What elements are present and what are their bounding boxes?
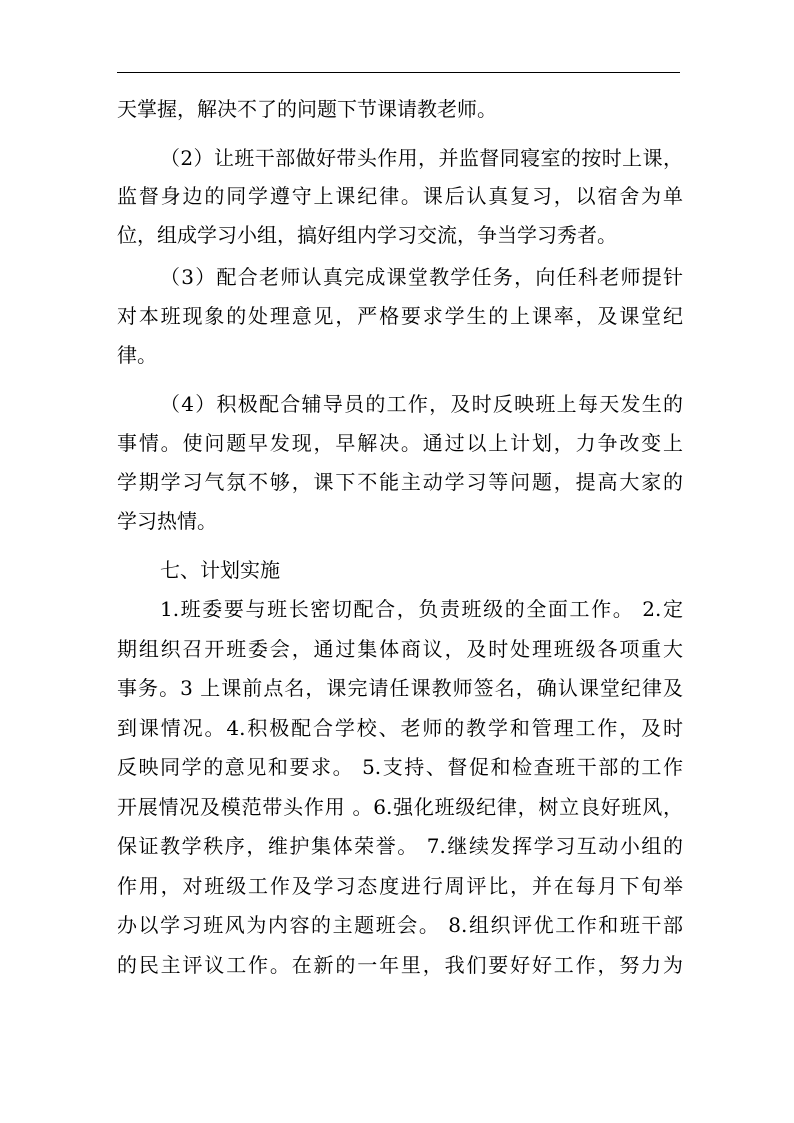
text-line: （4）积极配合辅导员的工作，及时反映班上每天发生的 (160, 392, 683, 416)
section-heading: 七、计划实施 (160, 558, 280, 582)
text-line: 作用，对班级工作及学习态度进行周评比，并在每月下旬举 (117, 874, 683, 898)
text-line: 反映同学的意见和要求。 5.支持、督促和检查班干部的工作 (117, 755, 683, 779)
text-line: 天掌握，解决不了的问题下节课请教老师。 (117, 97, 497, 121)
text-line: （3）配合老师认真完成课堂教学任务，向任科老师提针 (160, 265, 683, 289)
text-line: 事务。3 上课前点名，课完请任课教师签名，确认课堂纪律及 (117, 676, 683, 700)
text-line: 办以学习班风为内容的主题班会。 8.组织评优工作和班干部 (117, 913, 683, 937)
text-line: 开展情况及模范带头作用 。6.强化班级纪律，树立良好班风， (117, 795, 683, 819)
text-line: 学习热情。 (117, 509, 217, 533)
text-line: 期组织召开班委会，通过集体商议，及时处理班级各项重大 (117, 637, 683, 661)
text-line: 到课情况。4.积极配合学校、老师的教学和管理工作，及时 (117, 716, 683, 740)
text-line: 律。 (117, 343, 157, 367)
text-line: （2）让班干部做好带头作用，并监督同寝室的按时上课， (160, 146, 683, 170)
text-line: 学期学习气氛不够，课下不能主动学习等问题，提高大家的 (117, 470, 683, 494)
text-line: 位，组成学习小组，搞好组内学习交流，争当学习秀者。 (117, 223, 617, 247)
text-line: 对本班现象的处理意见，严格要求学生的上课率，及课堂纪 (117, 304, 683, 328)
header-rule (117, 72, 680, 73)
text-line: 监督身边的同学遵守上课纪律。课后认真复习，以宿舍为单 (117, 184, 683, 208)
text-line: 保证教学秩序，维护集体荣誉。 7.继续发挥学习互动小组的 (117, 834, 683, 858)
text-line: 事情。使问题早发现，早解决。通过以上计划，力争改变上 (117, 431, 683, 455)
text-line: 1.班委要与班长密切配合，负责班级的全面工作。 2.定 (160, 597, 683, 621)
text-line: 的民主评议工作。在新的一年里，我们要好好工作，努力为 (117, 953, 683, 977)
